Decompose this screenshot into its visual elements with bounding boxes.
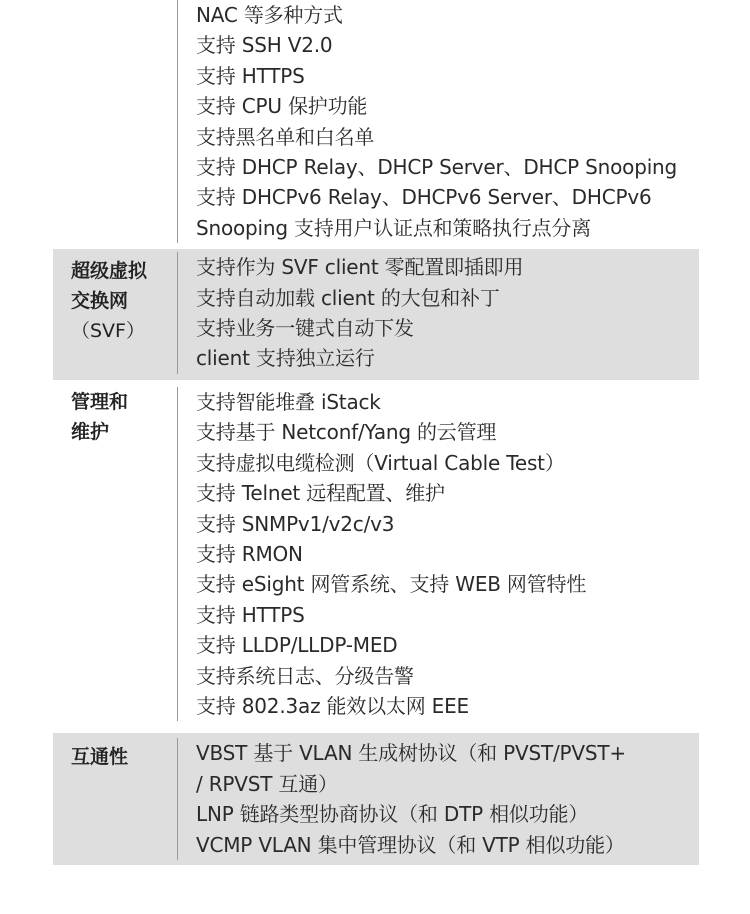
spec-item: VBST 基于 VLAN 生成树协议（和 PVST/PVST+ xyxy=(196,741,626,766)
spec-item: 支持 SNMPv1/v2c/v3 xyxy=(196,511,395,536)
section-label-line: 互通性 xyxy=(71,746,129,769)
section-security xyxy=(53,0,699,249)
section-items xyxy=(178,738,699,860)
spec-item: 支持 eSight 网管系统、支持 WEB 网管特性 xyxy=(196,572,587,597)
spec-item: / RPVST 互通） xyxy=(196,771,338,796)
spec-item: 支持黑名单和白名单 xyxy=(196,124,375,149)
spec-item: 支持 CPU 保护功能 xyxy=(196,94,368,119)
section-label-line: （SVF） xyxy=(71,320,145,343)
spec-item: 支持 SSH V2.0 xyxy=(196,33,333,58)
spec-item: client 支持独立运行 xyxy=(196,346,375,371)
spec-item: 支持 Telnet 远程配置、维护 xyxy=(196,481,445,506)
spec-item: 支持系统日志、分级告警 xyxy=(196,663,414,688)
spec-item: 支持 DHCP Relay、DHCP Server、DHCP Snooping xyxy=(196,155,678,180)
section-label xyxy=(53,387,177,721)
spec-item: 支持自动加载 client 的大包和补丁 xyxy=(196,285,500,310)
section-items xyxy=(178,387,699,721)
section-label xyxy=(53,252,177,374)
spec-table xyxy=(53,0,699,867)
spec-item: 支持业务一键式自动下发 xyxy=(196,316,414,341)
section-label-line: 管理和 xyxy=(71,390,129,413)
spec-item: 支持虚拟电缆检测（Virtual Cable Test） xyxy=(196,450,565,475)
spec-item: 支持作为 SVF client 零配置即插即用 xyxy=(196,255,524,280)
spec-item: 支持 HTTPS xyxy=(196,602,305,627)
section-label xyxy=(53,0,177,243)
spec-item: 支持 HTTPS xyxy=(196,63,305,88)
spec-item: NAC 等多种方式 xyxy=(196,3,343,27)
spec-item: 支持 RMON xyxy=(196,541,303,566)
section-label-line: 超级虚拟 xyxy=(71,260,148,283)
spec-item: LNP 链路类型协商协议（和 DTP 相似功能） xyxy=(196,802,589,827)
section-label-line: 维护 xyxy=(71,420,110,443)
section-label-line: 交换网 xyxy=(71,290,129,313)
spec-item: 支持 DHCPv6 Relay、DHCPv6 Server、DHCPv6 xyxy=(196,185,652,210)
section-label xyxy=(53,738,177,860)
section-svf xyxy=(53,249,699,382)
section-interoperability xyxy=(53,733,699,867)
spec-item: 支持基于 Netconf/Yang 的云管理 xyxy=(196,420,497,445)
section-management xyxy=(53,382,699,733)
section-items xyxy=(178,252,699,374)
spec-item: 支持 LLDP/LLDP-MED xyxy=(196,633,398,658)
spec-item: VCMP VLAN 集中管理协议（和 VTP 相似功能） xyxy=(196,832,625,857)
spec-item: 支持智能堆叠 iStack xyxy=(196,389,381,414)
spec-item: 支持 802.3az 能效以太网 EEE xyxy=(196,693,469,718)
section-items xyxy=(178,0,699,243)
spec-item: Snooping 支持用户认证点和策略执行点分离 xyxy=(196,215,592,240)
